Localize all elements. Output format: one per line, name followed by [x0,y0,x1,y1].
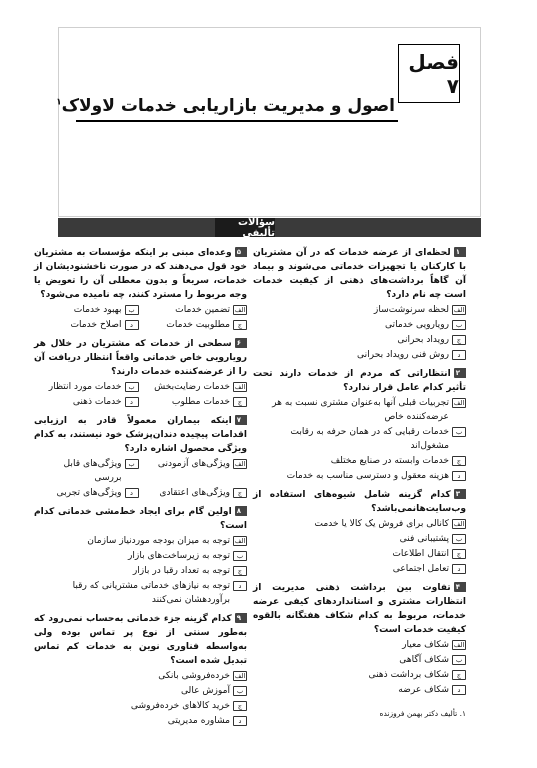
option-letter: د [125,397,139,407]
options-list [253,517,466,576]
option-text: خدمات ذهنی [72,397,122,407]
option [253,562,466,576]
options-list [34,456,247,500]
option-letter: ب [452,655,466,665]
title-footnote-mark: ۱ [56,97,62,108]
option-letter: الف [453,399,465,407]
option-text: خدمات وابسته در صنایع مختلف [330,456,449,466]
option [34,684,247,698]
option [253,653,466,667]
option [253,454,466,468]
option-text: ویژگی‌های تجربی [56,488,122,498]
question-number-badge: ۲ [454,368,466,378]
option [253,517,466,531]
question [253,246,466,362]
option [34,579,247,607]
question-text: اولین گام برای ایجاد خط‌مشی خدماتی کدام است؟ [34,507,247,531]
chapter-title-text: اصول و مدیریت بازاریابی خدمات لاولاک [61,96,395,116]
question-stem [34,612,247,668]
option-letter: ب [452,534,466,544]
option-text: بهبود خدمات [73,305,122,315]
option-text: رویارویی خدماتی [384,320,449,330]
options-list [34,534,247,607]
question-number-badge: ۴ [454,582,466,592]
option [34,457,139,485]
option [253,318,466,332]
question-number-badge: ۳ [454,489,466,499]
question-number-badge: ۱ [454,247,466,257]
option [253,425,466,453]
question [34,505,247,607]
question-text: کدام گزینه جزء خدماتی به‌حساب نمی‌رود که به‌طور سنتی از نوع پر تماس بوده ولی به‌واسطه فناوری نوین به خدمات کم تماس تبدیل شده است؟ [34,614,247,666]
question-number-badge: ۹ [235,613,247,623]
right-column [253,246,466,702]
option [34,534,247,548]
options-list [34,669,247,728]
option-text: توجه به تعداد رقبا در بازار [132,566,230,576]
option-letter: د [452,564,466,574]
option-letter: الف [234,537,246,545]
question-text: سطحی از خدمات که مشتریان در خلال هر رویارویی خاص خدماتی واقعاً انتظار دریافت آن را از عرضه‌کننده خدمات دارند؟ [34,339,247,377]
chapter-label: فصل ۷ [398,44,460,103]
option-text: خرده‌فروشی بانکی [158,671,230,681]
option [253,532,466,546]
question [253,581,466,697]
option-text: شکاف معیار [402,640,449,650]
option [253,303,466,317]
option-text: توجه به نیازهای خدماتی مشتریانی که رقبا برآوردهشان نمی‌کنند [72,581,230,605]
left-column [34,246,247,733]
option-text: ویژگی‌های قابل بررسی [63,459,122,483]
options-list [34,379,247,409]
options-list [34,302,247,332]
option [143,318,248,332]
option [253,348,466,362]
option-letter: د [233,716,247,726]
option-letter: ب [125,305,139,315]
question [34,337,247,409]
option-letter: د [452,350,466,360]
option [34,303,139,317]
question-text: کدام گزینه شامل شیوه‌های استفاده از وب‌سایت‌هانمی‌باشد؟ [253,490,466,514]
option-letter: ج [452,670,466,680]
option-letter: ج [233,701,247,711]
question-stem [34,505,247,533]
option-letter: ج [452,549,466,559]
option-letter: ب [452,320,466,330]
option-text: لحظه سرنوشت‌ساز [373,305,449,315]
option-text: روش فنی رویداد بحرانی [357,350,449,360]
option-text: مطلوبیت خدمات [166,320,230,330]
option-text: شکاف عرضه [398,685,449,695]
option-text: تجربیات قبلی آنها به‌عنوان مشتری نسبت به هر عرضه‌کننده خاص [272,398,449,422]
question-text: لحظه‌ای از عرضه خدمات که در آن مشتریان با کارکنان یا تجهیزات خدماتی می‌شوند و بیماد آن گاهاً برداشت‌های ذهنی از کیفیت خدمات است چه نام دارد؟ [253,248,466,300]
options-list [253,303,466,362]
option-letter: ج [233,566,247,576]
options-list [253,638,466,697]
question-stem [34,337,247,379]
option [34,549,247,563]
option-text: خدمات رقبایی که در همان حرفه به رقابت مشغول‌اند [290,427,449,451]
option [143,457,248,485]
question-stem [253,581,466,637]
question-stem [253,246,466,302]
question-stem [34,246,247,302]
option-letter: د [125,488,139,498]
option-letter: ج [233,488,247,498]
option [34,380,139,394]
option-text: ویژگی‌های اعتقادی [159,488,230,498]
question-stem [34,414,247,456]
option-text: خرید کالاهای خرده‌فروشی [130,701,230,711]
option-text: ویژگی‌های آزمودنی [157,459,230,469]
option [34,564,247,578]
option-letter: د [452,685,466,695]
title-underline [76,120,398,122]
option-letter: ب [125,459,139,469]
option-letter: ب [233,686,247,696]
question-number-badge: ۸ [235,506,247,516]
question [253,367,466,483]
option-text: شکاف آگاهی [399,655,449,665]
option-text: پشتیبانی فنی [399,534,449,544]
option-letter: ج [233,320,247,330]
option [34,699,247,713]
question-text: انتظاراتی که مردم از خدمات دارند تحت تأثیر کدام عامل قرار ندارد؟ [253,369,466,393]
option-text: هزینه معقول و دسترسی مناسب به خدمات [286,471,449,481]
option-letter: ب [233,551,247,561]
option [34,669,247,683]
option-letter: الف [234,383,246,391]
option [143,395,248,409]
option [34,486,139,500]
option-letter: د [233,581,247,591]
option-text: تعامل اجتماعی [392,564,449,574]
option [253,469,466,483]
option-text: خدمات مطلوب [171,397,230,407]
option-letter: الف [234,306,246,314]
option [143,303,248,317]
question-stem [253,367,466,395]
option-text: خدمات رضایت‌بخش [154,382,230,392]
option-letter: ب [125,382,139,392]
question [34,612,247,728]
option [34,395,139,409]
option-letter: د [125,320,139,330]
footnote: ۱. تألیف دکتر بهمن فروزنده [379,709,466,718]
question-number-badge: ۶ [235,338,247,348]
option-text: رویداد بحرانی [397,335,449,345]
option [143,486,248,500]
option-letter: الف [453,641,465,649]
option-text: آموزش عالی [180,686,230,696]
option [253,638,466,652]
option-text: انتقال اطلاعات [392,549,449,559]
question-text: تفاوت بین برداشت ذهنی مدیریت از انتظارات مشتری و استانداردهای کیفی عرضه خدمات، مربوط به کدام شکاف هفتگانه بالقوه کیفیت خدمات است؟ [253,583,466,635]
option-text: خدمات مورد انتظار [48,382,122,392]
question-text: اینکه بیماران معمولاً قادر به ارزیابی اقدامات پیچیده دندان‌پزشک خود نیستند، به کدام ویژگی محصول اشاره دارد؟ [34,416,247,454]
section-label: سؤالات تألیفی [215,218,275,237]
option-text: اصلاح خدمات [70,320,122,330]
question [34,246,247,332]
option-letter: الف [234,672,246,680]
chapter-title [56,96,395,116]
option-text: شکاف برداشت ذهنی [368,670,449,680]
option [253,333,466,347]
option-letter: الف [234,460,246,468]
option [34,318,139,332]
option-letter: ج [452,456,466,466]
option-text: مشاوره مدیریتی [167,716,230,726]
option-letter: الف [453,306,465,314]
option-text: تضمین خدمات [175,305,230,315]
option-text: توجه به میزان بودجه موردنیاز سازمان [87,536,230,546]
question-number-badge: ۵ [235,247,247,257]
option [253,396,466,424]
option-letter: ج [452,335,466,345]
question [253,488,466,576]
option [253,683,466,697]
question [34,414,247,500]
question-text: وعده‌ای مبنی بر اینکه مؤسسات به مشتریان خود قول می‌دهند که در صورت ناخشنودیشان از خدمات، سریعاً و بدون معطلی آن را تعویض یا وجه مربوط را مسترد کنند، چه نامیده می‌شود؟ [34,248,247,300]
option-text: کانالی برای فروش یک کالا یا خدمت [314,519,449,529]
option [143,380,248,394]
question-number-badge: ۷ [235,415,247,425]
option-text: توجه به زیرساخت‌های بازار [128,551,230,561]
option-letter: الف [453,520,465,528]
options-list [253,396,466,483]
option-letter: ب [452,427,466,437]
option-letter: د [452,471,466,481]
option-letter: ج [233,397,247,407]
option [34,714,247,728]
option [253,668,466,682]
question-stem [253,488,466,516]
option [253,547,466,561]
